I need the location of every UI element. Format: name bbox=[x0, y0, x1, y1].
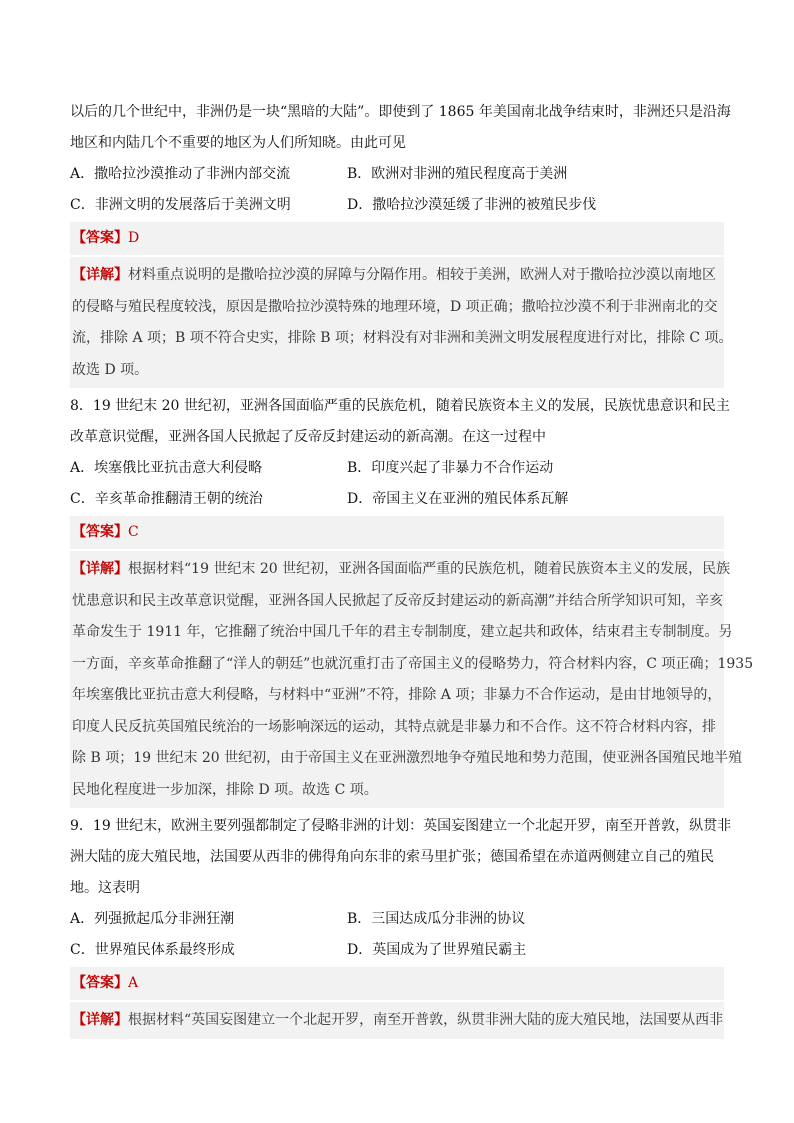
answer-label: 【答案】 bbox=[72, 230, 128, 246]
explanation-label: 【详解】 bbox=[72, 1012, 128, 1028]
explanation-line: 故选 D 项。 bbox=[72, 361, 149, 378]
explanation-label: 【详解】 bbox=[72, 267, 128, 283]
answer-label: 【答案】 bbox=[72, 524, 128, 540]
question-stem-line: 8．19 世纪末 20 世纪初，亚洲各国面临严重的民族危机，随着民族资本主义的发展，民族忧患意识和民主 bbox=[70, 398, 730, 414]
question-7 bbox=[70, 97, 733, 388]
explanation-line: 印度人民反抗英国殖民统治的一场影响深远的运动，其特点就是非暴力和不合作。这不符合材料内容，排 bbox=[72, 718, 716, 735]
question-8 bbox=[70, 391, 754, 808]
option-c[interactable]: C．辛亥革命推翻清王朝的统治 bbox=[70, 491, 263, 507]
question-stem-line: 以后的几个世纪中，非洲仍是一块“黑暗的大陆”。即使到了 1865 年美国南北战争结束时，非洲还只是沿海 bbox=[70, 104, 731, 120]
question-stem-line: 改革意识觉醒，亚洲各国人民掀起了反帝反封建运动的新高潮。在这一过程中 bbox=[70, 429, 546, 445]
option-row bbox=[70, 453, 724, 484]
question-stem-line: 9．19 世纪末，欧洲主要列强都制定了侵略非洲的计划：英国妄图建立一个北起开罗，南至开普敦，纵贯非 bbox=[70, 818, 732, 834]
answer-box bbox=[70, 516, 724, 549]
option-a[interactable]: A．列强掀起瓜分非洲狂潮 bbox=[70, 911, 235, 927]
explanation-line: 除 B 项；19 世纪末 20 世纪初，由于帝国主义在亚洲激烈地争夺殖民地和势力范围，使亚洲各国殖民地半殖 bbox=[72, 750, 743, 766]
option-d[interactable]: D．撒哈拉沙漠延缓了非洲的被殖民步伐 bbox=[347, 197, 597, 213]
answer-value: C bbox=[128, 524, 139, 540]
answer-box bbox=[70, 222, 724, 255]
question-stem-line: 洲大陆的庞大殖民地，法国要从西非的佛得角向东非的索马里扩张；德国希望在赤道两侧建立自己的殖民 bbox=[70, 849, 714, 865]
explanation-line: 根据材料“19 世纪末 20 世纪初，亚洲各国面临严重的民族危机，随着民族资本主义的发展，民族 bbox=[128, 561, 731, 577]
option-d[interactable]: D．英国成为了世界殖民霸主 bbox=[347, 942, 527, 958]
explanation-line: 根据材料“英国妄图建立一个北起开罗，南至开普敦，纵贯非洲大陆的庞大殖民地，法国要从西非 bbox=[128, 1012, 724, 1028]
option-row bbox=[70, 190, 724, 221]
explanation-box bbox=[70, 1002, 724, 1039]
explanation-line: 材料重点说明的是撒哈拉沙漠的屏障与分隔作用。相较于美洲，欧洲人对于撒哈拉沙漠以南地区 bbox=[128, 267, 716, 283]
option-b[interactable]: B．印度兴起了非暴力不合作运动 bbox=[347, 460, 554, 476]
explanation-line: 民地化程度进一步加深，排除 D 项。故选 C 项。 bbox=[72, 781, 378, 798]
option-c[interactable]: C．世界殖民体系最终形成 bbox=[70, 942, 235, 958]
option-b[interactable]: B．欧洲对非洲的殖民程度高于美洲 bbox=[347, 166, 568, 182]
option-b[interactable]: B．三国达成瓜分非洲的协议 bbox=[347, 911, 526, 927]
option-d[interactable]: D．帝国主义在亚洲的殖民体系瓦解 bbox=[347, 491, 569, 507]
document-page bbox=[70, 97, 754, 1042]
option-row bbox=[70, 904, 724, 935]
question-stem-line: 地区和内陆几个不重要的地区为人们所知晓。由此可见 bbox=[70, 135, 406, 151]
option-c[interactable]: C．非洲文明的发展落后于美洲文明 bbox=[70, 197, 291, 213]
question-9 bbox=[70, 811, 732, 1039]
answer-value: D bbox=[128, 230, 140, 246]
explanation-line: 一方面，辛亥革命推翻了“洋人的朝廷”也就沉重打击了帝国主义的侵略势力，符合材料内容，C 项正确；1935 bbox=[72, 655, 754, 672]
option-row bbox=[70, 159, 724, 190]
answer-label: 【答案】 bbox=[72, 975, 128, 991]
answer-box bbox=[70, 967, 724, 1000]
explanation-line: 流，排除 A 项；B 项不符合史实，排除 B 项；材料没有对非洲和美洲文明发展程度进行对比，排除 C 项。 bbox=[72, 330, 733, 346]
option-a[interactable]: A．撒哈拉沙漠推动了非洲内部交流 bbox=[70, 166, 291, 182]
option-a[interactable]: A．埃塞俄比亚抗击意大利侵略 bbox=[70, 460, 263, 476]
explanation-line: 革命发生于 1911 年，它推翻了统治中国几千年的君主专制制度，建立起共和政体，结束君主专制制度。另 bbox=[72, 624, 733, 640]
explanation-box bbox=[70, 257, 733, 388]
explanation-line: 的侵略与殖民程度较浅，原因是撒哈拉沙漠特殊的地理环境，D 项正确；撒哈拉沙漠不利于非洲南北的交 bbox=[72, 298, 718, 315]
explanation-line: 年埃塞俄比亚抗击意大利侵略，与材料中“亚洲”不符，排除 A 项；非暴力不合作运动，是由甘地领导的， bbox=[72, 687, 722, 703]
option-row bbox=[70, 484, 724, 515]
explanation-line: 忧患意识和民主改革意识觉醒，亚洲各国人民掀起了反帝反封建运动的新高潮”并结合所学知识可知，辛亥 bbox=[72, 592, 724, 609]
option-row bbox=[70, 935, 724, 966]
explanation-box bbox=[70, 551, 754, 808]
explanation-label: 【详解】 bbox=[72, 561, 128, 577]
question-stem-line: 地。这表明 bbox=[70, 880, 140, 896]
answer-value: A bbox=[128, 975, 139, 991]
